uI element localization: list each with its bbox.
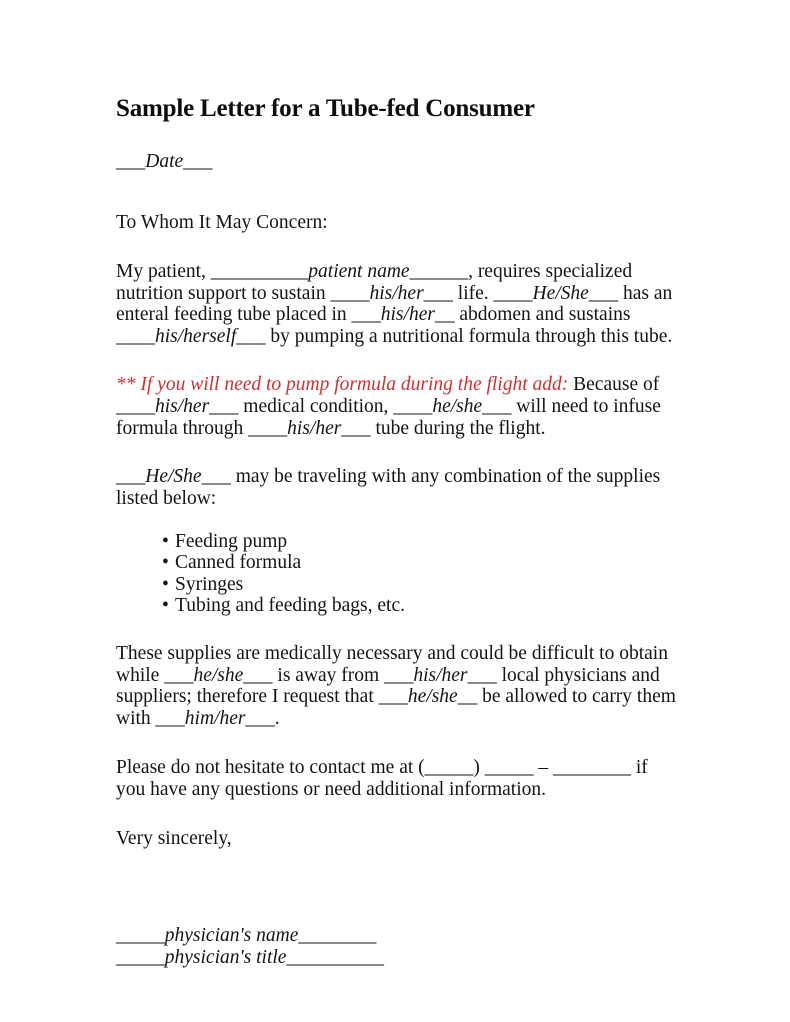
p4-blank-him-her: him/her — [184, 707, 246, 729]
paragraph-traveling-supplies — [116, 466, 676, 509]
p1-seg4: ___ has an enteral feeding tube placed in ___ — [116, 282, 673, 326]
paragraph-contact: Please do not hesitate to contact me at (_____) _____ – ________ if you have any questions or need additional information. — [116, 757, 648, 801]
p1-blank-patient-name: patient name — [308, 260, 410, 282]
physician-name-suffix: ________ — [298, 925, 377, 947]
physician-title-label: physician's title — [164, 947, 287, 969]
p1-seg6: ___ by pumping a nutritional formula through this tube. — [236, 325, 673, 347]
physician-name-line — [116, 925, 676, 947]
p2-blank-his-her: his/her — [155, 395, 210, 417]
p2-blank-he-she: he/she — [432, 395, 483, 417]
salutation: To Whom It May Concern: — [116, 212, 328, 234]
physician-name-label: physician's name — [164, 925, 299, 947]
list-item-label: Syringes — [175, 573, 244, 595]
p3-seg2: ___ may be traveling with any combination of the supplies listed below: — [116, 466, 661, 509]
p1-seg3: ___ life. ____ — [423, 282, 533, 304]
list-item-label: Canned formula — [175, 552, 302, 574]
list-item-label: Tubing and feeding bags, etc. — [175, 594, 405, 616]
paragraph-flight-note — [116, 374, 676, 439]
p4-blank-he-she: he/she — [193, 664, 244, 686]
bullet-icon: • — [162, 594, 169, 616]
physician-title-prefix: _____ — [116, 947, 165, 969]
p1-seg1: My patient, __________ — [116, 260, 309, 282]
date-blank: ___Date___ — [116, 150, 213, 172]
physician-title-suffix: __________ — [286, 947, 384, 969]
p1-blank-his-herself: his/herself — [155, 325, 237, 347]
paragraph-medical-necessity — [116, 643, 676, 729]
p4-seg4: __ be allowed to carry them with ___ — [116, 686, 676, 729]
p4-blank-he-she-2: he/she — [407, 686, 458, 708]
list-item — [162, 595, 676, 616]
letter-content — [116, 0, 676, 969]
page-title: Sample Letter for a Tube-fed Consumer — [116, 95, 535, 122]
closing-line: Very sincerely, — [116, 827, 232, 849]
list-item — [162, 574, 676, 595]
p1-blank-his-her: his/her — [369, 282, 424, 304]
p3-seg1: ___ — [116, 466, 146, 488]
paragraph-patient-intro — [116, 261, 676, 347]
list-item — [162, 552, 676, 573]
p2-seg2: ___ medical condition, ____ — [209, 395, 433, 417]
bullet-icon: • — [162, 552, 169, 574]
p2-seg3: ___ will need to infuse formula through ____ — [116, 395, 661, 439]
p1-seg5: __ abdomen and sustains ____ — [116, 304, 631, 347]
p4-blank-his-her: his/her — [413, 664, 468, 686]
p1-blank-he-she: He/She — [532, 282, 589, 304]
p2-blank-his-her-2: his/her — [287, 417, 342, 439]
p4-seg2: ___ is away from ___ — [243, 664, 414, 686]
supplies-list — [116, 531, 676, 616]
p4-seg3: ___ local physicians and suppliers; therefore I request that ___ — [116, 664, 660, 708]
bullet-icon: • — [162, 573, 169, 595]
list-item-label: Feeding pump — [175, 531, 288, 553]
bullet-icon: • — [162, 531, 169, 553]
p1-seg2: ______, requires specialized nutrition support to sustain ____ — [116, 260, 633, 304]
p1-blank-his-her-2: his/her — [380, 304, 435, 326]
p2-seg4: ___ tube during the flight. — [341, 417, 546, 439]
p2-seg1: Because of ____ — [116, 374, 660, 417]
p4-seg5: ___. — [245, 707, 280, 729]
p4-seg1: These supplies are medically necessary and could be difficult to obtain while ___ — [116, 643, 668, 686]
physician-title-line — [116, 947, 676, 969]
physician-name-prefix: _____ — [116, 925, 165, 947]
p3-blank-he-she: He/She — [145, 466, 202, 488]
signature-block — [116, 925, 676, 969]
list-item — [162, 531, 676, 552]
date-line — [116, 151, 676, 173]
red-instruction-note: ** If you will need to pump formula during the flight add: — [116, 374, 569, 396]
